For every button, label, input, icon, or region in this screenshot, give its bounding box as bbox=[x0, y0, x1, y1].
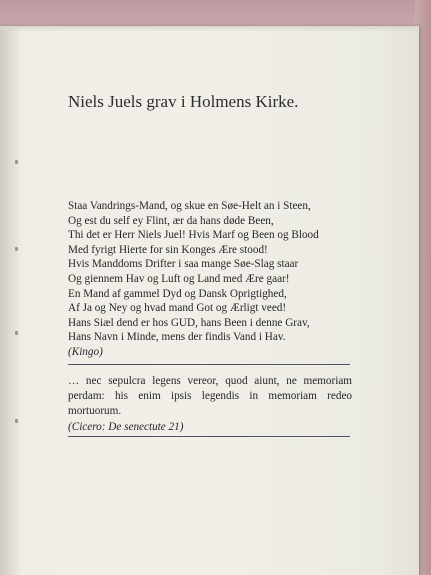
poem-author: (Kingo) bbox=[68, 345, 103, 358]
poem-line: En Mand af gammel Dyd og Dansk Oprigtighed, bbox=[68, 287, 287, 300]
poem-line: Med fyrigt Hierte for sin Konges Ære stood! bbox=[68, 243, 268, 256]
poem-line: Hans Siæl dend er hos GUD, hans Been i denne Grav, bbox=[68, 316, 310, 329]
poem-line: Og giennem Hav og Luft og Land med Ære gaar! bbox=[68, 272, 290, 285]
divider-bottom bbox=[68, 436, 350, 437]
divider-top bbox=[68, 364, 350, 365]
page-top-edge bbox=[0, 26, 419, 32]
binding-stitch bbox=[15, 331, 18, 335]
latin-quote bbox=[68, 374, 352, 435]
poem-line: Hvis Manddoms Drifter i saa mange Søe-Slag staar bbox=[68, 258, 299, 271]
binding-stitch bbox=[15, 419, 18, 423]
poem-line: Og est du self ey Flint, ær da hans døde Been, bbox=[68, 214, 274, 227]
poem-line: Thi det er Herr Niels Juel! Hvis Marf og Been og Blood bbox=[68, 229, 319, 242]
poem-block bbox=[68, 199, 319, 360]
poem-line: Af Ja og Ney og hvad mand Got og Ærligt veed! bbox=[68, 302, 287, 315]
binding-stitch bbox=[15, 247, 18, 251]
poem-line: Hans Navn i Minde, mens der findis Vand i Hav. bbox=[68, 331, 286, 344]
page-title: Niels Juels grav i Holmens Kirke. bbox=[68, 92, 299, 111]
quote-text: … nec sepulcra legens vereor, quod aiunt, ne memoriam perdam: his enim ipsis legendis in memoriam redeo mortuorum. bbox=[68, 375, 352, 418]
binding-stitch bbox=[15, 160, 18, 164]
poem-line: Staa Vandrings-Mand, og skue en Søe-Helt an i Steen, bbox=[68, 200, 311, 212]
quote-source: (Cicero: De senectute 21) bbox=[68, 420, 184, 433]
